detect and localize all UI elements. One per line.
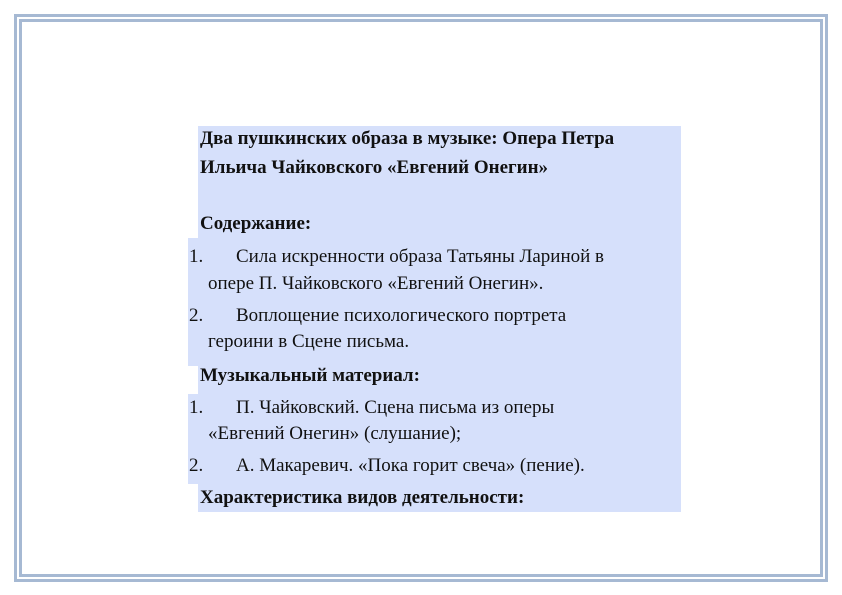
content-item-2-line-1: Воплощение психологического портрета [236,305,567,326]
music-item-1-line-1: П. Чайковский. Сцена письма из оперы [236,397,555,418]
music-heading: Музыкальный материал: [200,365,420,386]
activity-heading: Характеристика видов деятельности: [200,487,525,508]
content-heading: Содержание: [200,213,312,234]
music-item-1-number: 1. [189,397,204,418]
slide-title-line-1: Два пушкинских образа в музыке: Опера Петра [200,128,615,149]
content-item-2-number: 2. [189,305,204,326]
music-item-2-number: 2. [189,455,204,476]
slide-title-line-2: Ильича Чайковского «Евгений Онегин» [200,157,549,178]
content-item-1-number: 1. [189,246,204,267]
music-item-1-line-2: «Евгений Онегин» (слушание); [208,423,462,444]
content-item-1-line-1: Сила искренности образа Татьяны Лариной в [236,246,605,267]
content-item-1-line-2: опере П. Чайковского «Евгений Онегин». [208,273,544,294]
content-item-2-line-2: героини в Сцене письма. [208,331,410,352]
music-item-2-line-1: А. Макаревич. «Пока горит свеча» (пение). [236,455,585,476]
